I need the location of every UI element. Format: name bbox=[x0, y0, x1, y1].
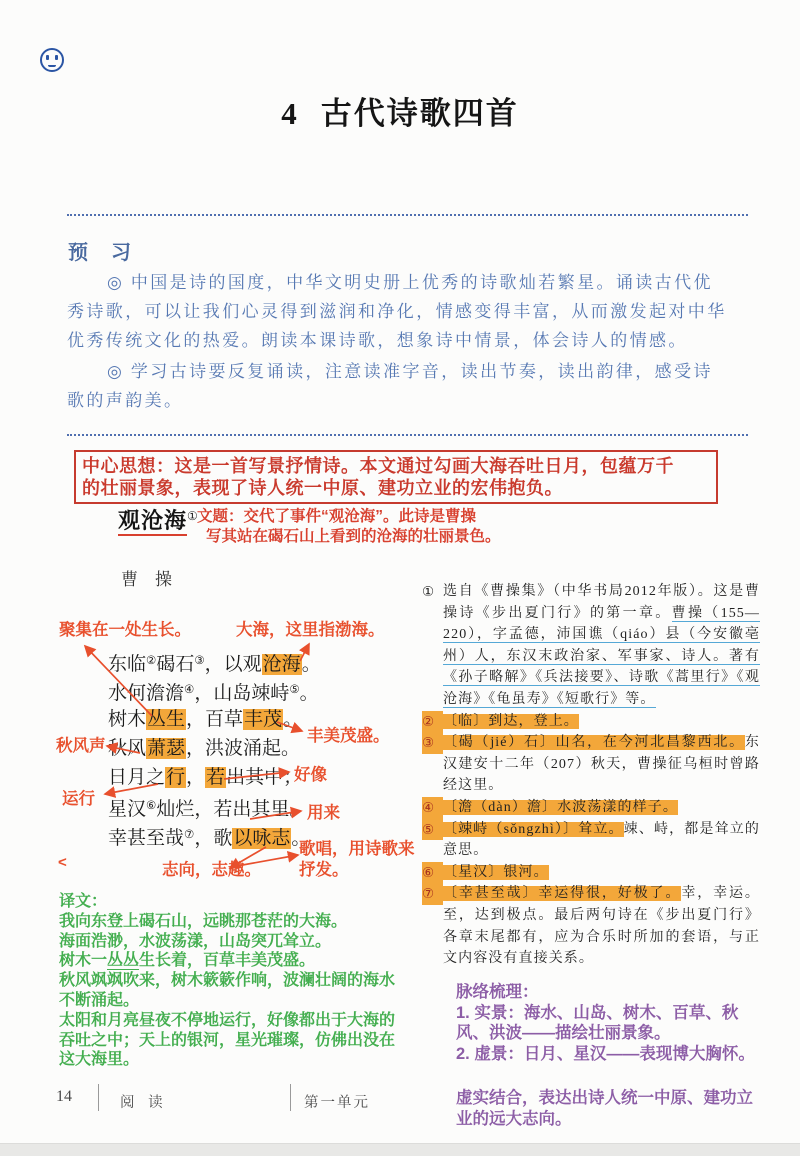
text-segment: 。 bbox=[301, 654, 321, 675]
text-segment: 。 bbox=[283, 709, 303, 730]
translation-line bbox=[59, 1011, 445, 1031]
footnote-number: ⑦ bbox=[422, 883, 443, 905]
footnote-item bbox=[422, 883, 760, 969]
margin-note-zhixiang: 志向，志趣。 bbox=[162, 861, 261, 879]
footnote-number: ② bbox=[422, 711, 443, 733]
margin-note-xiaose: 秋风声 bbox=[56, 737, 106, 755]
outline-line: 2. 虚景：日月、星汉——表现博大胸怀。 bbox=[456, 1044, 755, 1063]
footnote-item bbox=[422, 581, 760, 711]
footnote-text bbox=[443, 732, 760, 797]
translation-line bbox=[59, 892, 445, 912]
text-segment: ， bbox=[186, 767, 206, 788]
highlighted-text: 〔碣（jié）石〕山名，在今河北昌黎西北。 bbox=[443, 735, 745, 751]
poem-line bbox=[108, 763, 321, 792]
highlighted-text: 〔澹（dàn）澹〕水波荡漾的样子。 bbox=[443, 799, 678, 815]
outline-line: 脉络梳理： bbox=[456, 983, 539, 1001]
footnote-item bbox=[422, 819, 760, 862]
margin-note-fengmao: 丰美茂盛。 bbox=[307, 727, 390, 745]
footnote-number: ⑥ bbox=[422, 862, 443, 884]
title-annotation-line: 文题：交代了事件“观沧海”。此诗是曹操 bbox=[197, 508, 477, 525]
footnote-text bbox=[443, 797, 760, 819]
poem-line bbox=[108, 821, 321, 850]
outline-line: 1. 实景：海水、山岛、树木、百草、秋风、洪波——描绘壮丽景象。 bbox=[456, 1003, 739, 1042]
footer-divider bbox=[98, 1084, 99, 1111]
text-segment: 译文： bbox=[59, 893, 108, 910]
poem-line bbox=[108, 734, 321, 763]
preview-line: 秀诗歌，可以让我们心灵得到滋润和净化，情感变得丰富，从而激发起对中华 bbox=[67, 302, 727, 321]
poem-body bbox=[108, 647, 321, 850]
text-segment: ，山岛竦峙 bbox=[194, 683, 290, 704]
note-ref: ⑤ bbox=[289, 684, 300, 696]
translation-line bbox=[59, 1031, 445, 1051]
text-segment: 生长着，百草丰美茂盛。 bbox=[139, 952, 316, 970]
margin-note-congsheng: 聚集在一处生长。 bbox=[59, 621, 191, 639]
highlighted-text: 若 bbox=[206, 767, 226, 788]
title-annotation-line: 写其站在碣石山上看到的沧海的壮丽景色。 bbox=[206, 528, 501, 545]
margin-note-xing: 运行 bbox=[62, 790, 95, 808]
highlighted-text: 萧瑟 bbox=[147, 738, 186, 759]
poem-line bbox=[108, 705, 321, 734]
text-segment: 出其中； bbox=[226, 767, 303, 788]
smiley-eye bbox=[55, 55, 58, 60]
smiley-icon bbox=[40, 48, 64, 72]
note-ref: ⑦ bbox=[184, 829, 195, 841]
page-number: 14 bbox=[56, 1088, 72, 1105]
text-segment: 碣石 bbox=[156, 654, 195, 675]
text-segment: 竦、峙，都是耸立的意思。 bbox=[443, 821, 760, 859]
preview-line: ◎ 学习古诗要反复诵读，注意读准字音，读出节奏，读出韵律，感受诗 bbox=[107, 362, 713, 381]
margin-note-ruo: 好像 bbox=[294, 766, 327, 784]
translation-line bbox=[59, 1050, 445, 1070]
text-segment: 选自《曹操集》（中华书局2012年版）。这是曹操诗《步出夏门行》的第一章。 bbox=[443, 584, 760, 621]
highlighted-text: 丛生 bbox=[147, 709, 186, 730]
central-idea-line: 的壮丽景象，表现了诗人统一中原、建功立业的宏伟抱负。 bbox=[82, 478, 563, 498]
translation-line bbox=[59, 971, 445, 991]
text-segment: 吞吐之中；天上的银河，星光璀璨，仿佛出没在 bbox=[59, 1031, 396, 1049]
translation-line bbox=[59, 991, 445, 1011]
footer-unit-label: 第一单元 bbox=[304, 1095, 370, 1111]
poem-title-wrap bbox=[118, 504, 198, 535]
footnote-number: ① bbox=[422, 584, 435, 599]
text-segment: 东临 bbox=[108, 654, 147, 675]
translation-block bbox=[59, 892, 445, 1070]
highlighted-text: 〔星汉〕银河。 bbox=[443, 864, 549, 880]
preview-paragraph-2 bbox=[67, 357, 757, 415]
translation-line bbox=[59, 951, 445, 971]
page-edge bbox=[0, 1143, 800, 1156]
text-segment: 秋风 bbox=[108, 738, 147, 759]
preview-line: 优秀传统文化的热爱。朗读本课诗歌，想象诗中情景，体会诗人的情感。 bbox=[67, 331, 688, 350]
margin-note-canghai: 大海，这里指渤海。 bbox=[236, 621, 385, 639]
text-segment: 水何澹澹 bbox=[108, 683, 185, 704]
footer-divider bbox=[290, 1084, 291, 1111]
footnote-text bbox=[443, 581, 760, 711]
footnote-number: ④ bbox=[422, 797, 443, 819]
note-ref: ⑥ bbox=[146, 800, 157, 812]
dotted-divider-top bbox=[67, 214, 748, 216]
text-segment: 日月之 bbox=[108, 767, 166, 788]
footnote-item bbox=[422, 732, 760, 797]
margin-note-gechang: 歌唱，用诗歌来抒发。 bbox=[299, 840, 415, 879]
text-segment: 树木 bbox=[108, 709, 147, 730]
highlighted-text: 行 bbox=[166, 767, 186, 788]
smiley-mouth bbox=[48, 65, 56, 67]
poem-title-note-ref: ① bbox=[187, 509, 198, 523]
translation-line bbox=[59, 912, 445, 932]
footnote-number: ③ bbox=[422, 732, 443, 754]
highlighted-text: 以咏志 bbox=[233, 828, 291, 849]
highlighted-text: 沧海 bbox=[262, 654, 301, 675]
translation-line bbox=[59, 932, 445, 952]
highlighted-text: 丰茂 bbox=[244, 709, 283, 730]
footnote-text bbox=[443, 819, 760, 862]
footnote-text bbox=[443, 711, 760, 733]
footnote-text bbox=[443, 862, 760, 884]
lesson-title bbox=[0, 88, 800, 133]
note-ref: ③ bbox=[194, 655, 205, 667]
underlined-text: 丛丛 bbox=[107, 952, 140, 970]
text-segment: 秋风飒飒吹来，树木簌簌作响，波澜壮阔的海水 bbox=[59, 972, 396, 990]
text-segment: 幸甚至哉 bbox=[108, 828, 185, 849]
text-segment: 不断涌起。 bbox=[59, 991, 140, 1009]
footnote-item bbox=[422, 862, 760, 884]
margin-note-yi: 用来 bbox=[307, 804, 340, 822]
dotted-divider-bottom bbox=[67, 434, 748, 436]
text-segment: 。 bbox=[291, 828, 311, 849]
poem-line bbox=[108, 647, 321, 676]
text-segment: 我向东登上碣石山，远眺那苍茫的大海。 bbox=[59, 912, 348, 930]
poem-author: 曹 操 bbox=[121, 570, 172, 589]
highlighted-text: 〔幸甚至哉〕幸运得很，好极了。 bbox=[443, 886, 682, 902]
footer-section-label: 阅 读 bbox=[120, 1095, 168, 1111]
preview-line: ◎ 中国是诗的国度，中华文明史册上优秀的诗歌灿若繁星。诵读古代优 bbox=[107, 273, 713, 292]
preview-heading: 预 习 bbox=[68, 242, 140, 264]
text-segment: ，歌 bbox=[194, 828, 233, 849]
text-segment: ，洪波涌起。 bbox=[186, 738, 301, 759]
text-segment: 灿烂，若出其里。 bbox=[156, 799, 309, 820]
preview-line: 歌的声韵美。 bbox=[67, 391, 184, 410]
left-arrowhead-icon: < bbox=[58, 854, 67, 871]
text-segment: 东汉建安十二年（207）秋天，曹操征乌桓时曾路经这里。 bbox=[443, 735, 760, 794]
underlined-text: 曹操（155—220），字孟德，沛国谯（qiáo）县（今安徽亳州）人，东汉末政治家、军事家、诗人。著有《孙子略解》《兵法接要》、诗歌《蒿里行》《观沧海》《龟虽寿》《短歌行》等。 bbox=[443, 605, 760, 707]
highlighted-text: 〔竦峙（sǒngzhì）〕耸立。 bbox=[443, 821, 624, 837]
outline-block bbox=[456, 982, 762, 1064]
text-segment: 海面浩渺，水波荡漾，山岛突兀耸立。 bbox=[59, 932, 332, 950]
smiley-eye bbox=[46, 55, 49, 60]
conclusion-note: 虚实结合，表达出诗人统一中原、建功立业的远大志向。 bbox=[456, 1089, 753, 1128]
text-segment: 。 bbox=[299, 683, 319, 704]
poem-title-annotation bbox=[197, 507, 501, 547]
footnote-item bbox=[422, 797, 760, 819]
poem-line bbox=[108, 792, 321, 821]
text-segment: 这大海里。 bbox=[59, 1051, 140, 1069]
footnote-text bbox=[443, 883, 760, 969]
central-idea-box bbox=[74, 450, 718, 504]
text-segment: 幸，幸运。至，达到极点。最后两句诗在《步出夏门行》各章末尾都有，应为合乐时所加的套语，与正文内容没有直接关系。 bbox=[443, 886, 761, 967]
text-segment: 太阳和月亮昼夜不停地运行，好像都出于大海的 bbox=[59, 1011, 396, 1029]
text-segment: 星汉 bbox=[108, 799, 147, 820]
text-segment: 树木一 bbox=[59, 952, 108, 970]
central-idea-line: 中心思想：这是一首写景抒情诗。本文通过勾画大海吞吐日月，包蕴万千 bbox=[82, 456, 674, 476]
text-segment: ，百草 bbox=[186, 709, 244, 730]
footnote-item bbox=[422, 711, 760, 733]
lesson-number: 4 bbox=[281, 96, 299, 131]
lesson-title-text: 古代诗歌四首 bbox=[320, 96, 519, 131]
note-ref: ④ bbox=[184, 684, 195, 696]
text-segment: ，以观 bbox=[204, 654, 262, 675]
highlighted-text: 〔临〕到达，登上。 bbox=[443, 713, 579, 729]
footnotes-column bbox=[422, 581, 760, 970]
note-ref: ② bbox=[146, 655, 157, 667]
footnote-number: ⑤ bbox=[422, 819, 443, 841]
preview-paragraph-1 bbox=[67, 268, 757, 355]
poem-line bbox=[108, 676, 321, 705]
poem-title: 观沧海 bbox=[118, 508, 187, 536]
